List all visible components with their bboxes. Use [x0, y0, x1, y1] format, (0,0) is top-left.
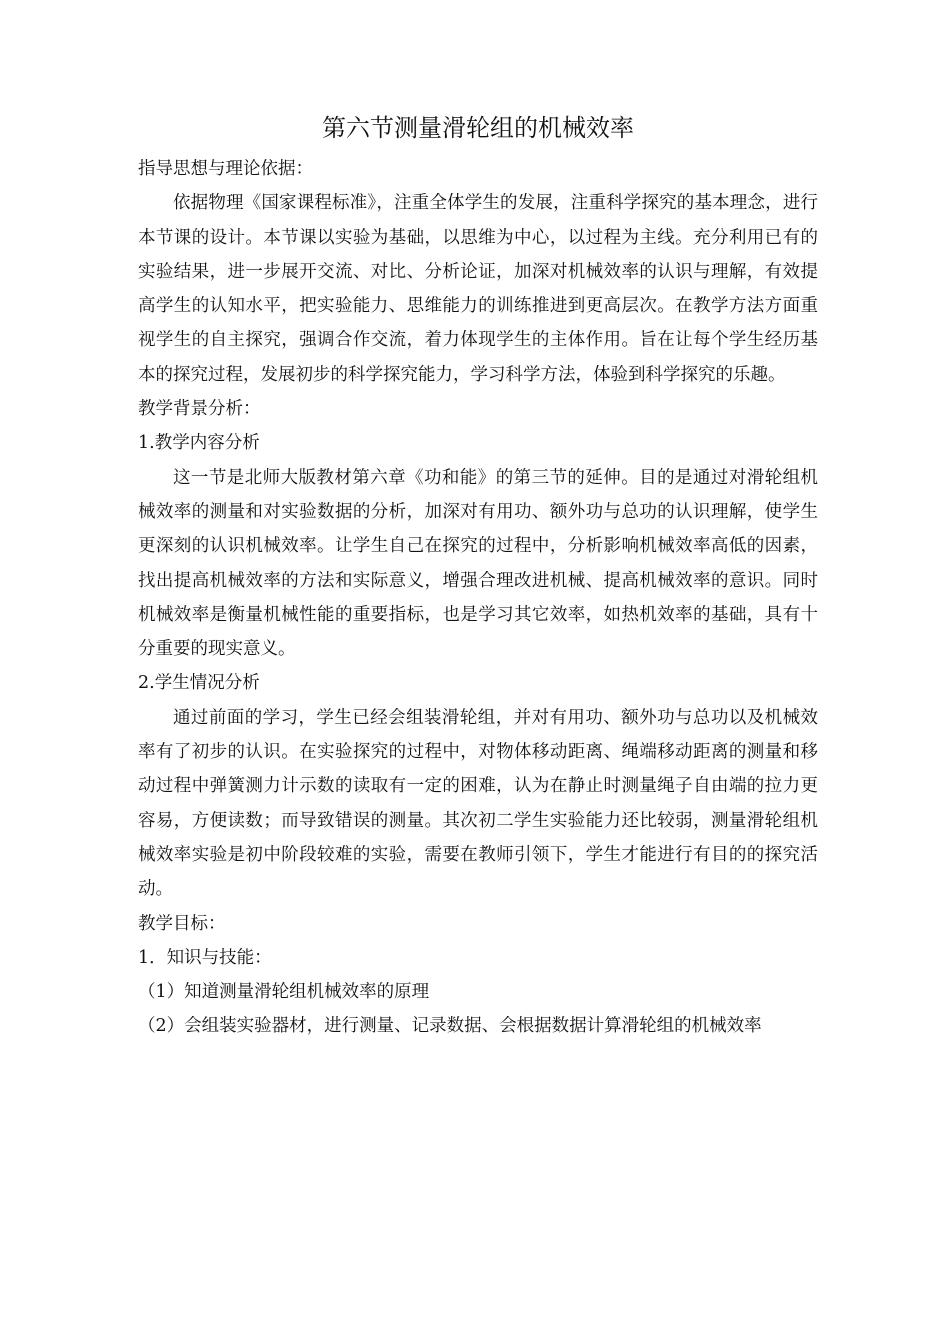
section-heading-guiding-ideas: 指导思想与理论依据：: [138, 159, 313, 179]
document-title: 第六节测量滑轮组的机械效率: [322, 114, 634, 142]
document-page: [138, 108, 818, 1044]
paragraph-student-analysis: 通过前面的学习，学生已经会组装滑轮组，并对有用功、额外功与总功以及机械效率有了初步的认识。在实验探究的过程中，对物体移动距离、绳端移动距离的测量和移动过程中弹簧测力计示数的读取有一定的困难，认为在静止时测量绳子自由端的拉力更容易，方便读数；而导致错误的测量。其次初二学生实验能力还比较弱，测量滑轮组机械效率实验是初中阶段较难的实验，需要在教师引领下，学生才能进行有目的的探究活动。: [138, 707, 818, 900]
section-heading-background: 教学背景分析：: [138, 399, 261, 420]
paragraph-guiding-ideas: 依据物理《国家课程标准》，注重全体学生的发展，注重科学探究的基本理念，进行本节课的设计。本节课以实验为基础，以思维为中心，以过程为主线。充分利用已有的实验结果，进一步展开交流、对比、分析论证，加深对机械效率的认识与理解，有效提高学生的认知水平，把实验能力、思维能力的训练推进到更高层次。在教学方法方面重视学生的自主探究，强调合作交流，着力体现学生的主体作用。旨在让每个学生经历基本的探究过程，发展初步的科学探究能力，学习科学方法，体验到科学探究的乐趣。: [138, 193, 818, 385]
subheading-student-analysis: 2.学生情况分析: [138, 673, 260, 694]
paragraph-content-analysis: 这一节是北师大版教材第六章《功和能》的第三节的延伸。目的是通过对滑轮组机械效率的测量和对实验数据的分析，加深对有用功、额外功与总功的认识理解，使学生更深刻的认识机械效率。让学生自己在探究的过程中，分析影响机械效率高低的因素，找出提高机械效率的方法和实际意义，增强合理改进机械、提高机械效率的意识。同时机械效率是衡量机械性能的重要指标，也是学习其它效率，如热机效率的基础，具有十分重要的现实意义。: [138, 467, 818, 660]
subheading-knowledge-skills: 1．知识与技能：: [138, 947, 272, 968]
objective-item-1: （1）知道测量滑轮组机械效率的原理: [138, 982, 430, 1003]
subheading-content-analysis: 1.教学内容分析: [138, 433, 260, 454]
section-heading-objectives: 教学目标：: [138, 913, 226, 934]
objective-item-2: （2）会组装实验器材，进行测量、记录数据、会根据数据计算滑轮组的机械效率: [138, 1016, 762, 1037]
